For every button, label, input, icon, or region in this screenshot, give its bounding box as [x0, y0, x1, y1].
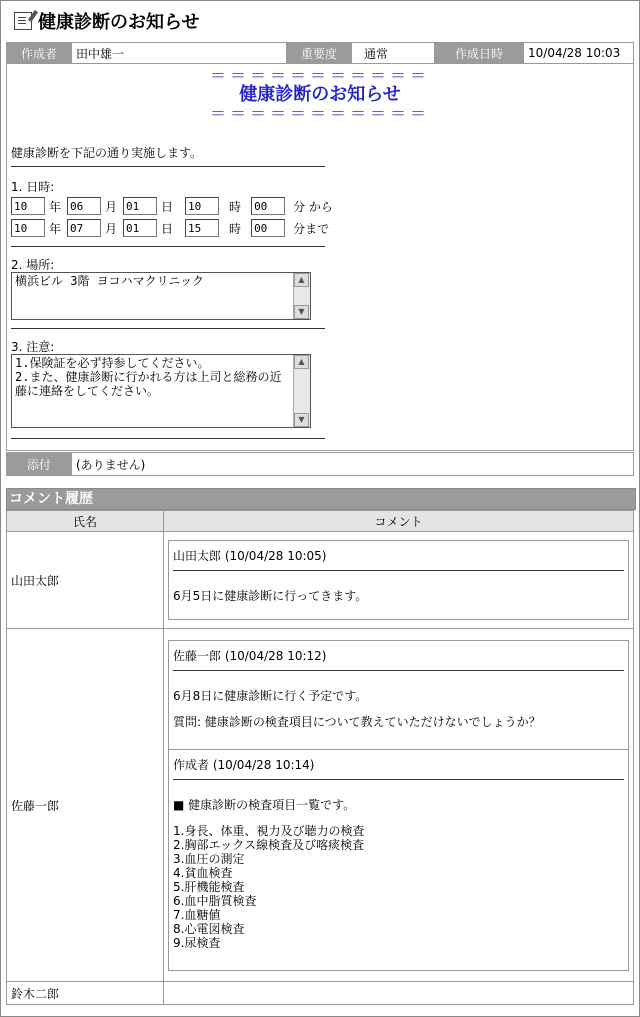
date-from-row — [9, 196, 337, 216]
place-text: 横浜ビル 3階 ヨコハマクリニック — [15, 274, 204, 288]
scrollbar[interactable] — [293, 273, 310, 319]
notice-heading: 健康診断のお知らせ — [239, 84, 401, 105]
table-row — [7, 629, 634, 982]
comment-line: 5.肝機能検査 — [173, 879, 245, 894]
section-datetime-label: 1. 日時: — [11, 180, 55, 194]
comment-line: 3.血圧の測定 — [173, 851, 245, 866]
comment-table — [6, 510, 634, 1005]
attachment-label: 添付 — [7, 453, 72, 476]
place-textarea[interactable] — [11, 272, 311, 320]
comment-header: 作成者 (10/04/28 10:14) — [173, 756, 624, 780]
scroll-down-icon[interactable]: ▼ — [294, 305, 309, 319]
comment-cell — [164, 629, 634, 982]
unit-year: 年 — [49, 199, 62, 214]
from-hour-input[interactable] — [185, 197, 219, 215]
scrollbar[interactable] — [293, 355, 310, 427]
from-month-input[interactable] — [67, 197, 101, 215]
to-day-input[interactable] — [123, 219, 157, 237]
notice-banner — [7, 68, 633, 122]
section-notes-label: 3. 注意: — [11, 340, 55, 354]
comment-line: 質問: 健康診断の検査項目について教えていただけないでしょうか？ — [173, 714, 541, 729]
author-label: 作成者 — [7, 43, 72, 64]
divider — [11, 246, 325, 247]
scroll-down-icon[interactable]: ▼ — [294, 413, 309, 427]
scroll-up-icon[interactable]: ▲ — [294, 273, 309, 287]
divider — [11, 166, 325, 167]
to-hour-input[interactable] — [185, 219, 219, 237]
notes-textarea[interactable] — [11, 354, 311, 428]
col-name: 氏名 — [7, 511, 164, 532]
date-to-row — [9, 218, 333, 238]
equals-line-top: ＝＝＝＝＝＝＝＝＝＝＝ — [209, 66, 430, 85]
notice-body — [6, 64, 634, 451]
to-month-input[interactable] — [67, 219, 101, 237]
section-place-label: 2. 場所: — [11, 258, 55, 272]
comment-line: 4.貧血検査 — [173, 865, 233, 880]
comment-cell — [164, 532, 634, 629]
comment-line: 6.血中脂質検査 — [173, 893, 257, 908]
comment-line: 6月5日に健康診断に行ってきます。 — [173, 589, 368, 603]
comment-entry — [168, 540, 629, 620]
divider — [11, 328, 325, 329]
date-value: 10/04/28 10:03 — [524, 43, 634, 64]
unit-hour: 時 — [229, 221, 242, 236]
author-value: 田中雄一 — [72, 43, 287, 64]
to-year-input[interactable] — [11, 219, 45, 237]
intro-text: 健康診断を下記の通り実施します。 — [11, 146, 203, 160]
scroll-up-icon[interactable]: ▲ — [294, 355, 309, 369]
from-minute-input[interactable] — [251, 197, 285, 215]
comment-entry — [168, 749, 629, 971]
page-title — [14, 8, 199, 34]
from-day-input[interactable] — [123, 197, 157, 215]
page-title-text: 健康診断のお知らせ — [38, 12, 200, 33]
comment-line: 9.尿検査 — [173, 935, 221, 950]
comment-line: ■ 健康診断の検査項目一覧です。 — [173, 797, 356, 812]
comment-line: 7.血糖値 — [173, 907, 221, 922]
comment-line: 6月8日に健康診断に行く予定です。 — [173, 688, 368, 703]
to-suffix: 分まで — [293, 221, 330, 236]
to-minute-input[interactable] — [251, 219, 285, 237]
comment-line: 8.心電図検査 — [173, 921, 245, 936]
commenter-name: 佐藤一郎 — [7, 629, 164, 982]
from-year-input[interactable] — [11, 197, 45, 215]
attachment-table — [6, 452, 634, 476]
memo-edit-icon — [14, 12, 32, 30]
divider — [11, 438, 325, 439]
table-row — [7, 982, 634, 1005]
comment-table-header — [7, 511, 634, 532]
importance-label: 重要度 — [287, 43, 352, 64]
unit-day: 日 — [161, 221, 174, 236]
from-suffix: 分 から — [293, 199, 333, 214]
comment-line: 1.身長、体重、視力及び聴力の検査 — [173, 823, 365, 838]
commenter-name: 山田太郎 — [7, 532, 164, 629]
comment-cell — [164, 982, 634, 1005]
date-label: 作成日時 — [435, 43, 524, 64]
unit-hour: 時 — [229, 199, 242, 214]
unit-year: 年 — [49, 221, 62, 236]
commenter-name: 鈴木二郎 — [7, 982, 164, 1005]
unit-day: 日 — [161, 199, 174, 214]
equals-line-bottom: ＝＝＝＝＝＝＝＝＝＝＝ — [209, 104, 430, 123]
comment-header: 佐藤一郎 (10/04/28 10:12) — [173, 647, 624, 671]
comment-header: 山田太郎 (10/04/28 10:05) — [173, 547, 624, 571]
unit-month: 月 — [105, 199, 118, 214]
comment-entry — [168, 640, 629, 749]
importance-value: 通常 — [352, 43, 435, 64]
table-row — [7, 532, 634, 629]
col-comment: コメント — [164, 511, 634, 532]
notes-text: 1.保険証を必ず持参してください。 2.また、健康診断に行かれる方は上司と総務の近藤に連絡をしてください。 — [15, 356, 282, 398]
meta-table — [6, 42, 634, 64]
comment-line: 2.胸部エックス線検査及び喀痰検査 — [173, 837, 365, 852]
attachment-value: (ありません) — [72, 453, 634, 476]
comment-history-header: コメント履歴 — [6, 488, 636, 510]
unit-month: 月 — [105, 221, 118, 236]
